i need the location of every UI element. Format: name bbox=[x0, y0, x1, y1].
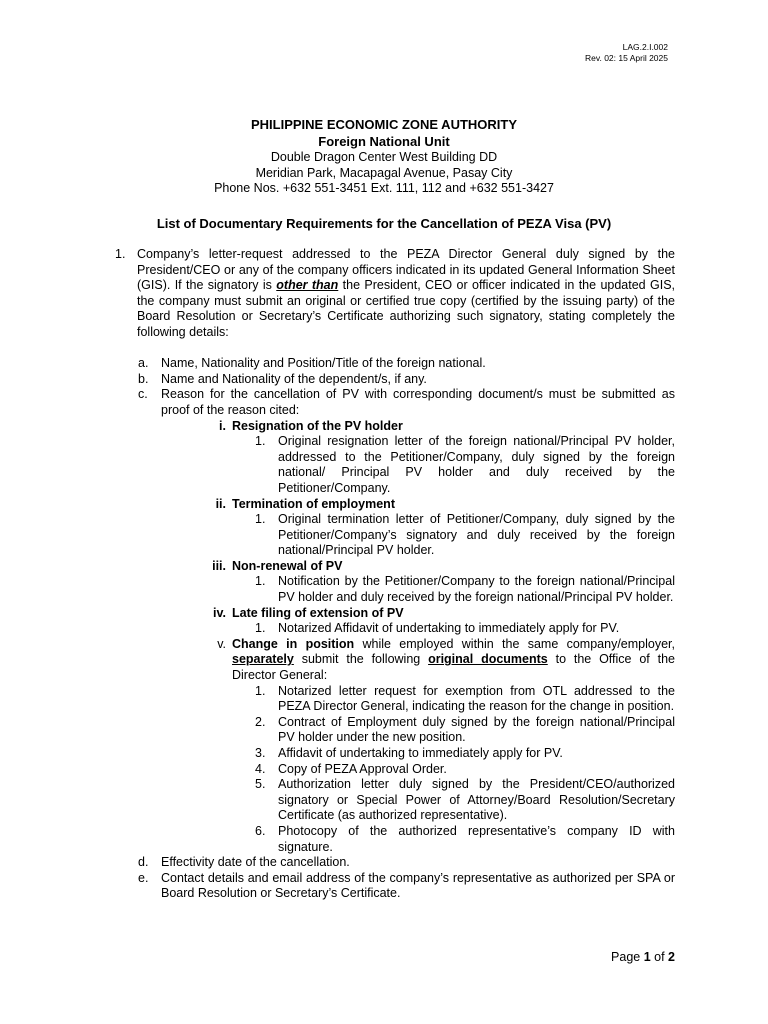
list-item: e. Contact details and email address of the company’s representative as authorized per SPA or Board Resolution or Secretary’s Certificate. bbox=[138, 870, 675, 901]
list-item: 1. Original termination letter of Petitioner/Company, duly signed by the Petitioner/Company’s signatory and duly received by the foreign national/Principal PV holder. bbox=[255, 512, 675, 558]
emphasis-text: original documents bbox=[428, 652, 548, 667]
reason-heading: v. Change in position while employed within the same company/employer, separately submit the following original documents to the Office of the Director General: bbox=[217, 636, 675, 683]
reason-heading: iii. Non-renewal of PV bbox=[212, 558, 343, 573]
requirements-list bbox=[115, 247, 675, 902]
page-number: Page 1 of 2 bbox=[611, 950, 675, 964]
list-item: c. Reason for the cancellation of PV with corresponding document/s must be submitted as proof of the reason cited: bbox=[138, 387, 675, 417]
list-item: a. Name, Nationality and Position/Title of the foreign national. bbox=[138, 356, 486, 371]
unit-name: Foreign National Unit bbox=[318, 134, 450, 149]
address-line-1: Double Dragon Center West Building DD bbox=[270, 150, 498, 164]
reason-heading: i. Resignation of the PV holder bbox=[219, 418, 403, 433]
list-item: d. Effectivity date of the cancellation. bbox=[138, 855, 350, 870]
list-item: 4. Copy of PEZA Approval Order. bbox=[255, 761, 447, 776]
list-item: 1. Notarized letter request for exemption from OTL addressed to the PEZA Director General, indicating the reason for the change in position. bbox=[255, 683, 675, 714]
item-text: Company’s letter-request addressed to the PEZA Director General duly signed by the President/CEO or any of the company officers indicated in its updated General Information Sheet (GIS). If the signatory is other than the President, CEO or officer indicated in the updated GIS, the company must submit an original or certified true copy (certified by the issuing party) of the Board Resolution or Secretary’s Certificate authorizing such signatory, stating completely the following details: bbox=[137, 247, 676, 339]
list-item: 5. Authorization letter duly signed by the President/CEO/authorized signatory or Special Power of Attorney/Board Resolution/Secretary Certificate (as authorized representative). bbox=[255, 777, 675, 823]
reason-heading: ii. Termination of employment bbox=[215, 496, 395, 511]
item-number: 1. bbox=[115, 247, 126, 261]
list-item: 1. Notarized Affidavit of undertaking to immediately apply for PV. bbox=[255, 621, 620, 636]
document-title: List of Documentary Requirements for the Cancellation of PEZA Visa (PV) bbox=[156, 216, 612, 231]
emphasis-text: other than bbox=[276, 278, 339, 293]
letterhead bbox=[0, 116, 768, 197]
list-item: b. Name and Nationality of the dependent/s, if any. bbox=[138, 371, 427, 386]
reason-heading: iv. Late filing of extension of PV bbox=[213, 605, 404, 620]
list-item: 1. Original resignation letter of the foreign national/Principal PV holder, addressed to the Petitioner/Company, duly signed by the foreign national/ Principal PV holder and duly received by the Petitioner/Company. bbox=[255, 434, 675, 495]
phone-numbers: Phone Nos. +632 551-3451 Ext. 111, 112 and +632 551-3427 bbox=[214, 181, 554, 195]
address-line-2: Meridian Park, Macapagal Avenue, Pasay City bbox=[255, 165, 513, 180]
list-item: 3. Affidavit of undertaking to immediately apply for PV. bbox=[255, 746, 563, 760]
document-code: LAG.2.I.002 bbox=[622, 42, 668, 52]
list-item: 6. Photocopy of the authorized representative’s company ID with signature. bbox=[255, 823, 675, 854]
emphasis-text: separately bbox=[232, 652, 294, 667]
list-item: 1. Notification by the Petitioner/Company to the foreign national/Principal PV holder and duly received by the foreign national/Principal PV holder. bbox=[255, 574, 675, 605]
organization-name: PHILIPPINE ECONOMIC ZONE AUTHORITY bbox=[250, 117, 518, 132]
list-item bbox=[115, 247, 675, 341]
revision-date: Rev. 02: 15 April 2025 bbox=[584, 53, 668, 63]
list-item: 2. Contract of Employment duly signed by the foreign national/Principal PV holder under the new position. bbox=[255, 714, 675, 745]
document-reference bbox=[585, 42, 668, 64]
